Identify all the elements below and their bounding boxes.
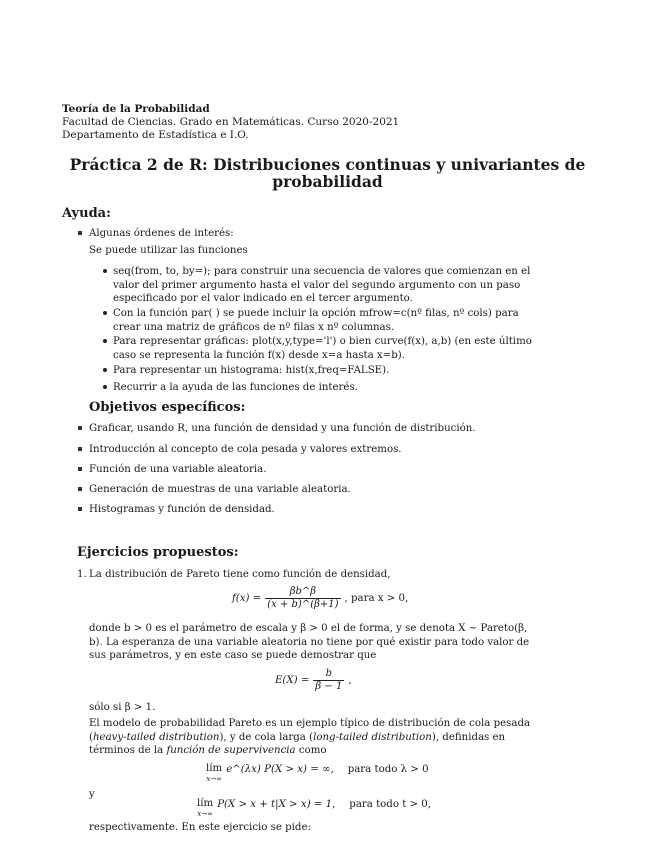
eq2-fraction (313, 668, 344, 693)
eq4-lim: lím (197, 798, 214, 809)
eq3-sub: x→∞ (206, 775, 222, 783)
expectation-equation (275, 668, 352, 693)
p3-survival-function: función de supervivencia (166, 745, 296, 757)
page-title-line-1: Práctica 2 de R: Distribuciones continuas y univariantes de (69, 155, 586, 174)
eq4-limit (197, 798, 213, 818)
eq2-tail: , (348, 674, 352, 686)
department-line: Departamento de Estadística e I.O. (62, 129, 249, 141)
eq3-lim: lím (206, 763, 223, 774)
eq2-numerator: b (313, 668, 344, 681)
closing-line: respectivamente. En este ejercicio se pide: (89, 822, 311, 833)
eq2-denominator: β − 1 (315, 681, 343, 692)
help-intro: Algunas órdenes de interés: (89, 228, 234, 239)
p3-text-b: ), y de cola larga ( (219, 731, 314, 743)
existence-condition: sólo si β > 1. (89, 702, 156, 713)
help-sub-intro: Se puede utilizar las funciones (89, 245, 248, 256)
pareto-params-paragraph: donde b > 0 es el parámetro de escala y β > 0 el de forma, y se denota X ∼ Pareto(β, b). La esperanza de una variable aleatoria no tiene por qué existir para todo valor de sus parámetros, y en este caso se puede demostrar que (89, 623, 530, 662)
p3-text-c: ), definidas en términos de la (89, 731, 506, 757)
objective-item-4: Generación de muestras de una variable aleatoria. (89, 484, 351, 495)
heavy-tail-paragraph (89, 717, 533, 758)
objective-item-1: Graficar, usando R, una función de densidad y una función de distribución. (89, 423, 476, 434)
eq1-fraction (265, 586, 340, 611)
eq3-condition: para todo λ > 0 (347, 764, 429, 775)
conjunction-y: y (89, 789, 95, 800)
eq1-denominator: (x + b)^(β+1) (267, 599, 339, 610)
help-heading: Ayuda: (62, 206, 111, 221)
eq3-body: e^(λx) P(X > x) = ∞, (226, 764, 334, 775)
long-tail-limit-equation (197, 798, 431, 818)
eq1-lhs: f(x) = (232, 592, 262, 604)
help-item-hist: Para representar un histograma: hist(x,freq=FALSE). (113, 365, 390, 376)
objective-item-2: Introducción al concepto de cola pesada y valores extremos. (89, 444, 402, 455)
heavy-tail-limit-equation (206, 763, 429, 783)
eq4-condition: para todo t > 0, (349, 799, 432, 810)
p3-long-tailed: long-tailed distribution (313, 731, 432, 743)
eq2-lhs: E(X) = (275, 674, 310, 686)
objective-item-3: Función de una variable aleatoria. (89, 464, 267, 475)
help-item-plot: Para representar gráficas: plot(x,y,type='l') o bien curve(f(x), a,b) (en este último caso se representa la función f(x) desde x=a hasta x=b). (113, 336, 532, 361)
p3-text-a: El modelo de probabilidad Pareto es un ejemplo típico de distribución de cola pesada ( (89, 718, 531, 743)
eq3-limit (206, 763, 222, 783)
exercise-1-number: 1. (77, 569, 87, 580)
page-title-line-2: probabilidad (272, 172, 383, 191)
faculty-line: Facultad de Ciencias. Grado en Matemáticas. Curso 2020-2021 (62, 116, 400, 128)
p3-heavy-tailed: heavy-tailed distribution (92, 731, 220, 743)
eq4-body: P(X > x + t|X > x) = 1, (217, 799, 336, 810)
help-item-seq: seq(from, to, by=); para construir una secuencia de valores que comienzan en el valor del primer argumento hasta el valor del segundo argumento con un paso especificado por el valor indicado en el tercer argumento. (113, 265, 533, 306)
objective-item-5: Histogramas y función de densidad. (89, 504, 275, 515)
objectives-heading: Objetivos específicos: (89, 400, 246, 415)
course-name: Teoría de la Probabilidad (62, 103, 210, 115)
eq1-condition: , para x > 0, (344, 592, 409, 604)
eq4-sub: x→∞ (197, 810, 213, 818)
exercises-heading: Ejercicios propuestos: (77, 545, 239, 560)
eq1-numerator: βb^β (265, 586, 340, 599)
help-item-par: Con la función par( ) se puede incluir la opción mfrow=c(nº filas, nº cols) para crear una matriz de gráficos de nº filas x nº columnas. (113, 307, 533, 334)
p3-text-d: como (295, 745, 327, 757)
exercise-1-intro: La distribución de Pareto tiene como función de densidad, (89, 569, 391, 580)
pareto-density-equation (232, 586, 408, 611)
help-item-help: Recurrir a la ayuda de las funciones de interés. (113, 382, 358, 393)
